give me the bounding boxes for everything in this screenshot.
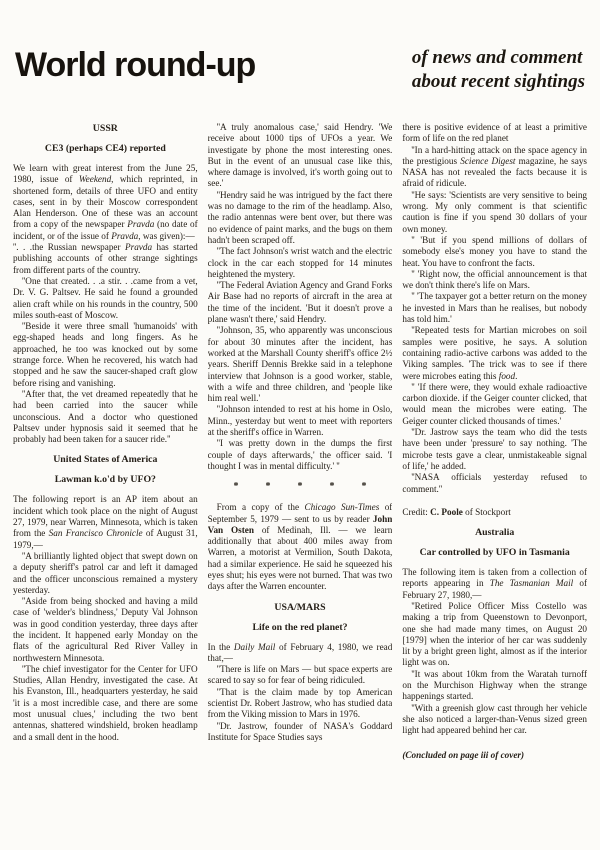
paragraph: ''In a hard-hitting attack on the space agency in the prestigious Science Digest magazine, he says NASA has not revealed the facts because it is afraid of ridicule. (402, 144, 587, 189)
paragraph: ''. . .the Russian newspaper Pravda has started publishing accounts of other strange sightings from different parts of the country. (13, 242, 198, 275)
paragraph: ''A brilliantly lighted object that swept down on a deputy sheriff's patrol car and left it damaged and the officer unconscious remained a mystery yesterday. (13, 550, 198, 595)
section-heading: Lawman k.o'd by UFO? (54, 474, 156, 486)
article-columns (13, 122, 587, 810)
paragraph: ''Repeated tests for Martian microbes on soil samples were positive, he says. A solution containing radio-active carbons was added to the Viking samples. 'The trick was to see if there were microbes eating this food. (402, 325, 587, 381)
continuation-note: (Concluded on page iii of cover) (402, 749, 525, 760)
paragraph: ''That is the claim made by top American scientist Dr. Robert Jastrow, who has studied data from the Viking mission to Mars in 1976. (207, 686, 393, 720)
asterisk: * (329, 481, 335, 493)
paragraph: ''Aside from being shocked and having a mild case of 'welder's blindness,' Deputy Val Johnson was in good condition yesterday, three days after the incident. It happened early Monday on the flats of the agricultural Red River Valley in northwestern Minnesota. (13, 596, 198, 663)
section-heading: Australia (475, 527, 515, 539)
paragraph: ''With a greenish glow cast through her vehicle she also noticed a larger-than-Venus sized green light had appeared behind her car. (402, 702, 587, 736)
paragraph: ''Dr. Jastrow, founder of NASA's Goddard Institute for Space Studies says (207, 720, 393, 742)
paragraph: '' 'The taxpayer got a better return on the money he invested in Mars than he realises, but nobody has told him.' (402, 291, 587, 325)
paragraph: We learn with great interest from the June 25, 1980, issue of Weekend, which reprinted, in shortened form, details of three UFO and entity cases, sent in by their Moscow correspondent Alan Henderson. One of these was an account from a copy of the newspaper Pravda (no date of incident, or of the issue of Pravda, was given):— (13, 163, 198, 241)
section-heading: CE3 (perhaps CE4) reported (44, 143, 166, 154)
asterisk: * (265, 481, 271, 493)
paragraph: ''It was about 10km from the Waratah turnoff on the Murchison Highway when the strange happenings started. (402, 668, 587, 702)
paragraph: In the Daily Mail of February 4, 1980, we read that,— (207, 641, 393, 663)
section-heading: USSR (92, 123, 118, 134)
paragraph: there is positive evidence of at least a primitive form of life on the red planet (402, 122, 587, 144)
section-heading: USA/MARS (274, 601, 326, 613)
paragraph: The following report is an AP item about an incident which took place on the night of August 27, 1979, near Warren, Minnesota, which is taken from the San Francisco Chronicle of August 31, 1979,— (13, 494, 198, 550)
asterisk: * (361, 481, 367, 493)
column-2 (208, 122, 393, 810)
section-heading: Car controlled by UFO in Tasmania (419, 547, 570, 559)
paragraph: ''One that created. . .a stir. . .came from a vet, Dr. V. G. Paltsev. He said he found a grounded alien craft while on his rounds in the country, 500 miles south-east of Moscow. (13, 275, 198, 320)
credit-line: Credit: C. Poole of Stockport (402, 506, 511, 517)
paragraph: ''Retired Police Officer Miss Costello was making a trip from Queenstown to Devonport, one she had made many times, on August 20 [1979] when the interior of her car was suddenly lit by a bright green light, almost as if the interior light was on. (402, 600, 587, 668)
section-heading: United States of America (53, 454, 158, 466)
asterisk-separator (234, 482, 367, 492)
paragraph: ''Johnson, 35, who apparently was unconscious for about 30 minutes after the incident, has worked at the Marshall County sheriff's office 2½ years. Sheriff Dennis Brekke said in a telephone interview that Johnson is a good worker, stable, with a wife and three children, and 'people like him real well.' (207, 325, 393, 404)
paragraph: ''I was pretty down in the dumps the first couple of days afterwards,' the officer said. 'I thought I was in mental difficulty.' '' (207, 438, 393, 471)
paragraph: '' 'Right now, the official announcement is that we don't think there's life on Mars. (402, 268, 587, 291)
paragraph: ''The Federal Aviation Agency and Grand Forks Air Base had no reports of aircraft in the area at the time of the incident. 'But it doesn't prove a plane wasn't there,' said Hendry. (207, 280, 393, 325)
paragraph: ''After that, the vet dreamed repeatedly that he had been carried into the saucer while unconscious. And a doctor who questioned Paltsev under hypnosis said it seemed that he probably had been taken for a saucer ride.'' (13, 388, 198, 445)
paragraph: ''The chief investigator for the Center for UFO Studies, Allan Hendry, investigated the case. At his Evanston, Ill., headquarters yesterday, he said 'it is a most incredible case, and there are some most unusual clues,' including the two bent antennas, shattered windshield, broken headlamp and a small dent in the hood. (13, 663, 198, 742)
paragraph: From a copy of the Chicago Sun-Times of September 5, 1979 — sent to us by reader John Van Osten of Medinah, Ill. — we learn additionally that about 400 miles away from Warren, a motorist at Vermilion, South Dakota, had a similar experience. He said he squeezed his eyes shut; his eyes were not burned. That was two days after the Warren encounter. (207, 502, 393, 592)
page-title: World round-up (15, 46, 256, 84)
paragraph: ''A truly anomalous case,' said Hendry. 'We receive about 1000 tips of UFOs a year. We investigate by phone the most interesting ones. But in the event of an unusual case like this, where damage is involved, it's worth going out to see.' (207, 122, 393, 189)
paragraph: ''There is life on Mars — but space experts are scared to say so for fear of being ridiculed. (207, 664, 393, 686)
paragraph: ''Beside it were three small 'humanoids' with egg-shaped heads and long fingers. As he approached, he too was knocked out by some strange force. When he recovered, his watch had stopped and he saw the saucer-shaped craft glow before rising and vanishing. (13, 321, 198, 388)
paragraph: ''He says: 'Scientists are very sensitive to being wrong. My only comment is that scientific caution is fine if you spend 30 dollars of your own money. (402, 189, 587, 234)
tagline (412, 46, 585, 94)
column-3 (402, 122, 587, 810)
asterisk: * (297, 481, 303, 493)
column-1 (13, 122, 198, 810)
paragraph: ''NASA officials yesterday refused to comment.'' (402, 472, 587, 494)
paragraph: ''Dr. Jastrow says the team who did the tests have been under 'pressure' to say nothing. 'The microbe tests gave a clear, unmistakeable signal of life,' he added. (402, 427, 587, 471)
section-heading: Life on the red planet? (252, 621, 348, 633)
asterisk: * (233, 481, 239, 493)
paragraph: The following item is taken from a collection of reports appearing in The Tasmanian Mail of February 27, 1980,— (402, 567, 587, 600)
tagline-line-1: of news and comment (411, 47, 583, 68)
paragraph: ''Johnson intended to rest at his home in Oslo, Minn., yesterday but went to meet with reporters at the sheriff's office in Warren. (207, 404, 393, 438)
paragraph: '' 'But if you spend millions of dollars of somebody else's money you have to stand the heat. You have to confront the facts. (402, 234, 587, 268)
paragraph: ''The fact Johnson's wrist watch and the electric clock in the car each stopped for 14 minutes heightened the mystery. (207, 246, 393, 279)
paragraph: '' 'If there were, they would exhale radioactive carbon dioxide. if the Geiger counter clicked, that would mean the microbes were eating. The Geiger counter clicked thousands of times.' (402, 381, 587, 426)
paragraph: ''Hendry said he was intrigued by the fact there was no damage to the rim of the headlamp. Also, the radio antennas were bent over, but there was no evidence of paint marks, and the bugs on them hadn't been scraped off. (207, 189, 393, 245)
tagline-line-2: about recent sightings (411, 70, 585, 92)
masthead (13, 48, 587, 110)
